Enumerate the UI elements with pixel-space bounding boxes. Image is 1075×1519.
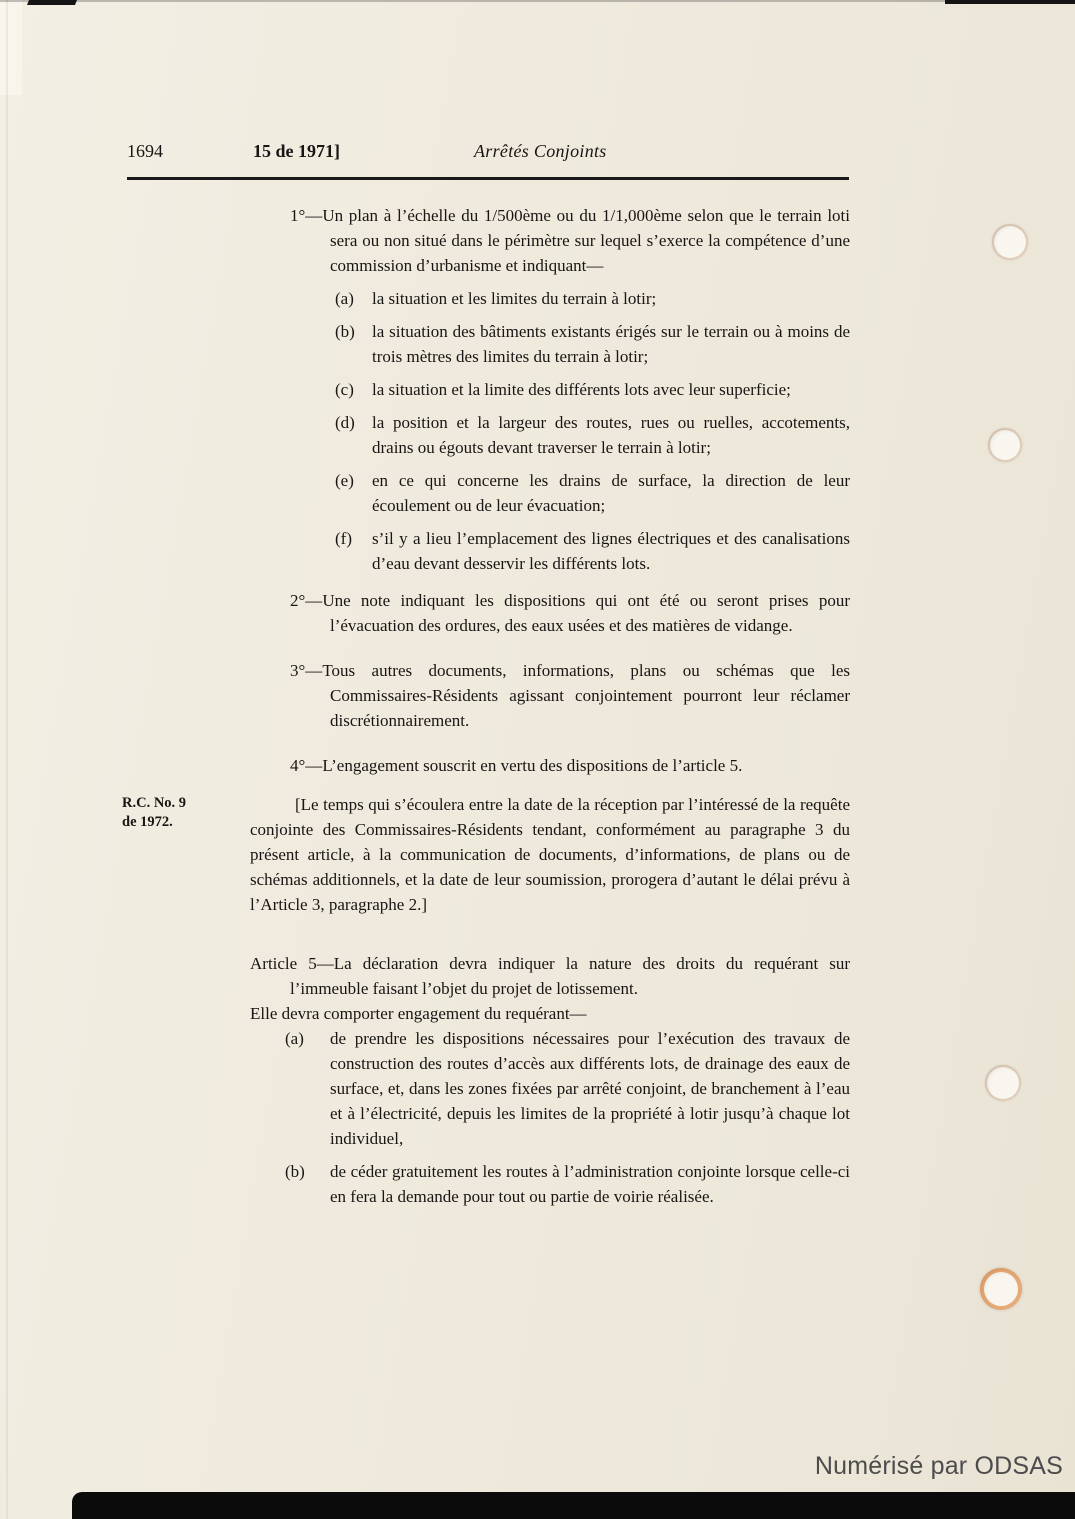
list-item-f xyxy=(335,526,850,576)
list-item-b xyxy=(335,319,850,369)
article-5-intro: Elle devra comporter engagement du requérant— xyxy=(250,1004,587,1023)
act-reference: 15 de 1971] xyxy=(253,141,340,161)
list-item-label: (c) xyxy=(335,380,354,399)
scan-edge-bottom xyxy=(72,1492,1075,1519)
paragraph-2 xyxy=(250,588,850,638)
punch-hole-1 xyxy=(992,224,1028,260)
punch-hole-4 xyxy=(980,1268,1022,1310)
article-5-sublist xyxy=(285,1026,850,1209)
document-body xyxy=(122,203,850,1217)
paragraph-1-text: Un plan à l’échelle du 1/500ème ou du 1/1,000ème selon que le terrain loti sera ou non situé dans le périmètre sur lequel s’exerce la compétence d’une commission d’urbanisme et indiquant— xyxy=(322,206,850,275)
list-item-text: la situation et les limites du terrain à lotir; xyxy=(372,289,657,308)
list-item-label: (a) xyxy=(285,1029,304,1048)
scan-credit: Numérisé par ODSAS xyxy=(814,1452,1063,1480)
list-item-label: (e) xyxy=(335,471,354,490)
scan-corner-top-right xyxy=(945,0,1075,4)
paragraph-1 xyxy=(250,203,850,278)
margin-note xyxy=(122,794,240,832)
article-5-text: La déclaration devra indiquer la nature des droits du requérant sur l’immeuble faisant l’objet du projet de lotissement. xyxy=(290,954,850,998)
paragraph-4 xyxy=(250,753,850,778)
list-item-a xyxy=(335,286,850,311)
list-item-text: en ce qui concerne les drains de surface, la direction de leur écoulement ou de leur évacuation; xyxy=(372,471,850,515)
scan-corner-top-left xyxy=(27,0,77,5)
running-title: Arrêtés Conjoints xyxy=(474,141,607,161)
page-header xyxy=(0,141,1075,167)
scan-edge-light xyxy=(0,0,22,95)
list-item-e xyxy=(335,468,850,518)
list-item-label: (d) xyxy=(335,413,355,432)
list-item-a xyxy=(285,1026,850,1151)
paragraph-1-label: 1°— xyxy=(290,206,323,225)
paragraph-4-text: L’engagement souscrit en vertu des dispositions de l’article 5. xyxy=(322,756,743,775)
margin-note-line1: R.C. No. 9 xyxy=(122,795,187,811)
page-number: 1694 xyxy=(127,141,163,161)
amendment-block xyxy=(122,792,850,917)
paragraph-4-label: 4°— xyxy=(290,756,323,775)
list-item-text: la situation et la limite des différents lots avec leur superficie; xyxy=(372,380,791,399)
header-rule xyxy=(127,177,849,180)
article-5-paragraph xyxy=(250,951,850,1001)
paragraph-3 xyxy=(250,658,850,733)
list-item-text: de prendre les dispositions nécessaires pour l’exécution des travaux de construction des routes d’accès aux différents lots, de drainage des eaux de surface, et, dans les zones fixées par arrêté conjoint, de branchement à l’eau et à l’électricité, depuis les limites de la propriété à lotir jusqu’à chaque lot individuel, xyxy=(330,1029,850,1148)
list-item-label: (b) xyxy=(335,322,355,341)
paragraph-2-text: Une note indiquant les dispositions qui ont été ou seront prises pour l’évacuation des ordures, des eaux usées et des matières de vidange. xyxy=(322,591,850,635)
list-item-label: (f) xyxy=(335,529,352,548)
list-item-b xyxy=(285,1159,850,1209)
article-5-label: Article 5— xyxy=(250,954,334,973)
list-item-text: s’il y a lieu l’emplacement des lignes électriques et des canalisations d’eau devant desservir les différents lots. xyxy=(372,529,850,573)
paragraph-3-label: 3°— xyxy=(290,661,323,680)
amendment-paragraph: [Le temps qui s’écoulera entre la date de la réception par l’intéressé de la requête conjointe des Commissaires-Résidents tendant, conformément au paragraphe 3 du présent article, à la communication de documents, d’informations, de plans ou de schémas additionnels, et la date de leur soumission, prorogera d’autant le délai prévu à l’Article 3, paragraphe 2.] xyxy=(250,795,850,914)
paragraph-2-label: 2°— xyxy=(290,591,323,610)
list-item-text: de céder gratuitement les routes à l’administration conjointe lorsque celle-ci en fera la demande pour tout ou partie de voirie réalisée. xyxy=(330,1162,850,1206)
scan-edge-top xyxy=(0,0,1075,2)
list-item-d xyxy=(335,410,850,460)
punch-hole-2 xyxy=(988,428,1022,462)
margin-note-line2: de 1972. xyxy=(122,814,173,830)
list-item-text: la position et la largeur des routes, rues ou ruelles, accotements, drains ou égouts devant traverser le terrain à lotir; xyxy=(372,413,850,457)
paragraph-1-sublist xyxy=(335,286,850,576)
list-item-label: (b) xyxy=(285,1162,305,1181)
paper-crease xyxy=(6,0,8,1519)
list-item-c xyxy=(335,377,850,402)
list-item-text: la situation des bâtiments existants érigés sur le terrain ou à moins de trois mètres des limites du terrain à lotir; xyxy=(372,322,850,366)
punch-hole-3 xyxy=(985,1065,1021,1101)
list-item-label: (a) xyxy=(335,289,354,308)
paragraph-3-text: Tous autres documents, informations, plans ou schémas que les Commissaires-Résidents agissant conjointement pourront leur réclamer discrétionnairement. xyxy=(322,661,850,730)
